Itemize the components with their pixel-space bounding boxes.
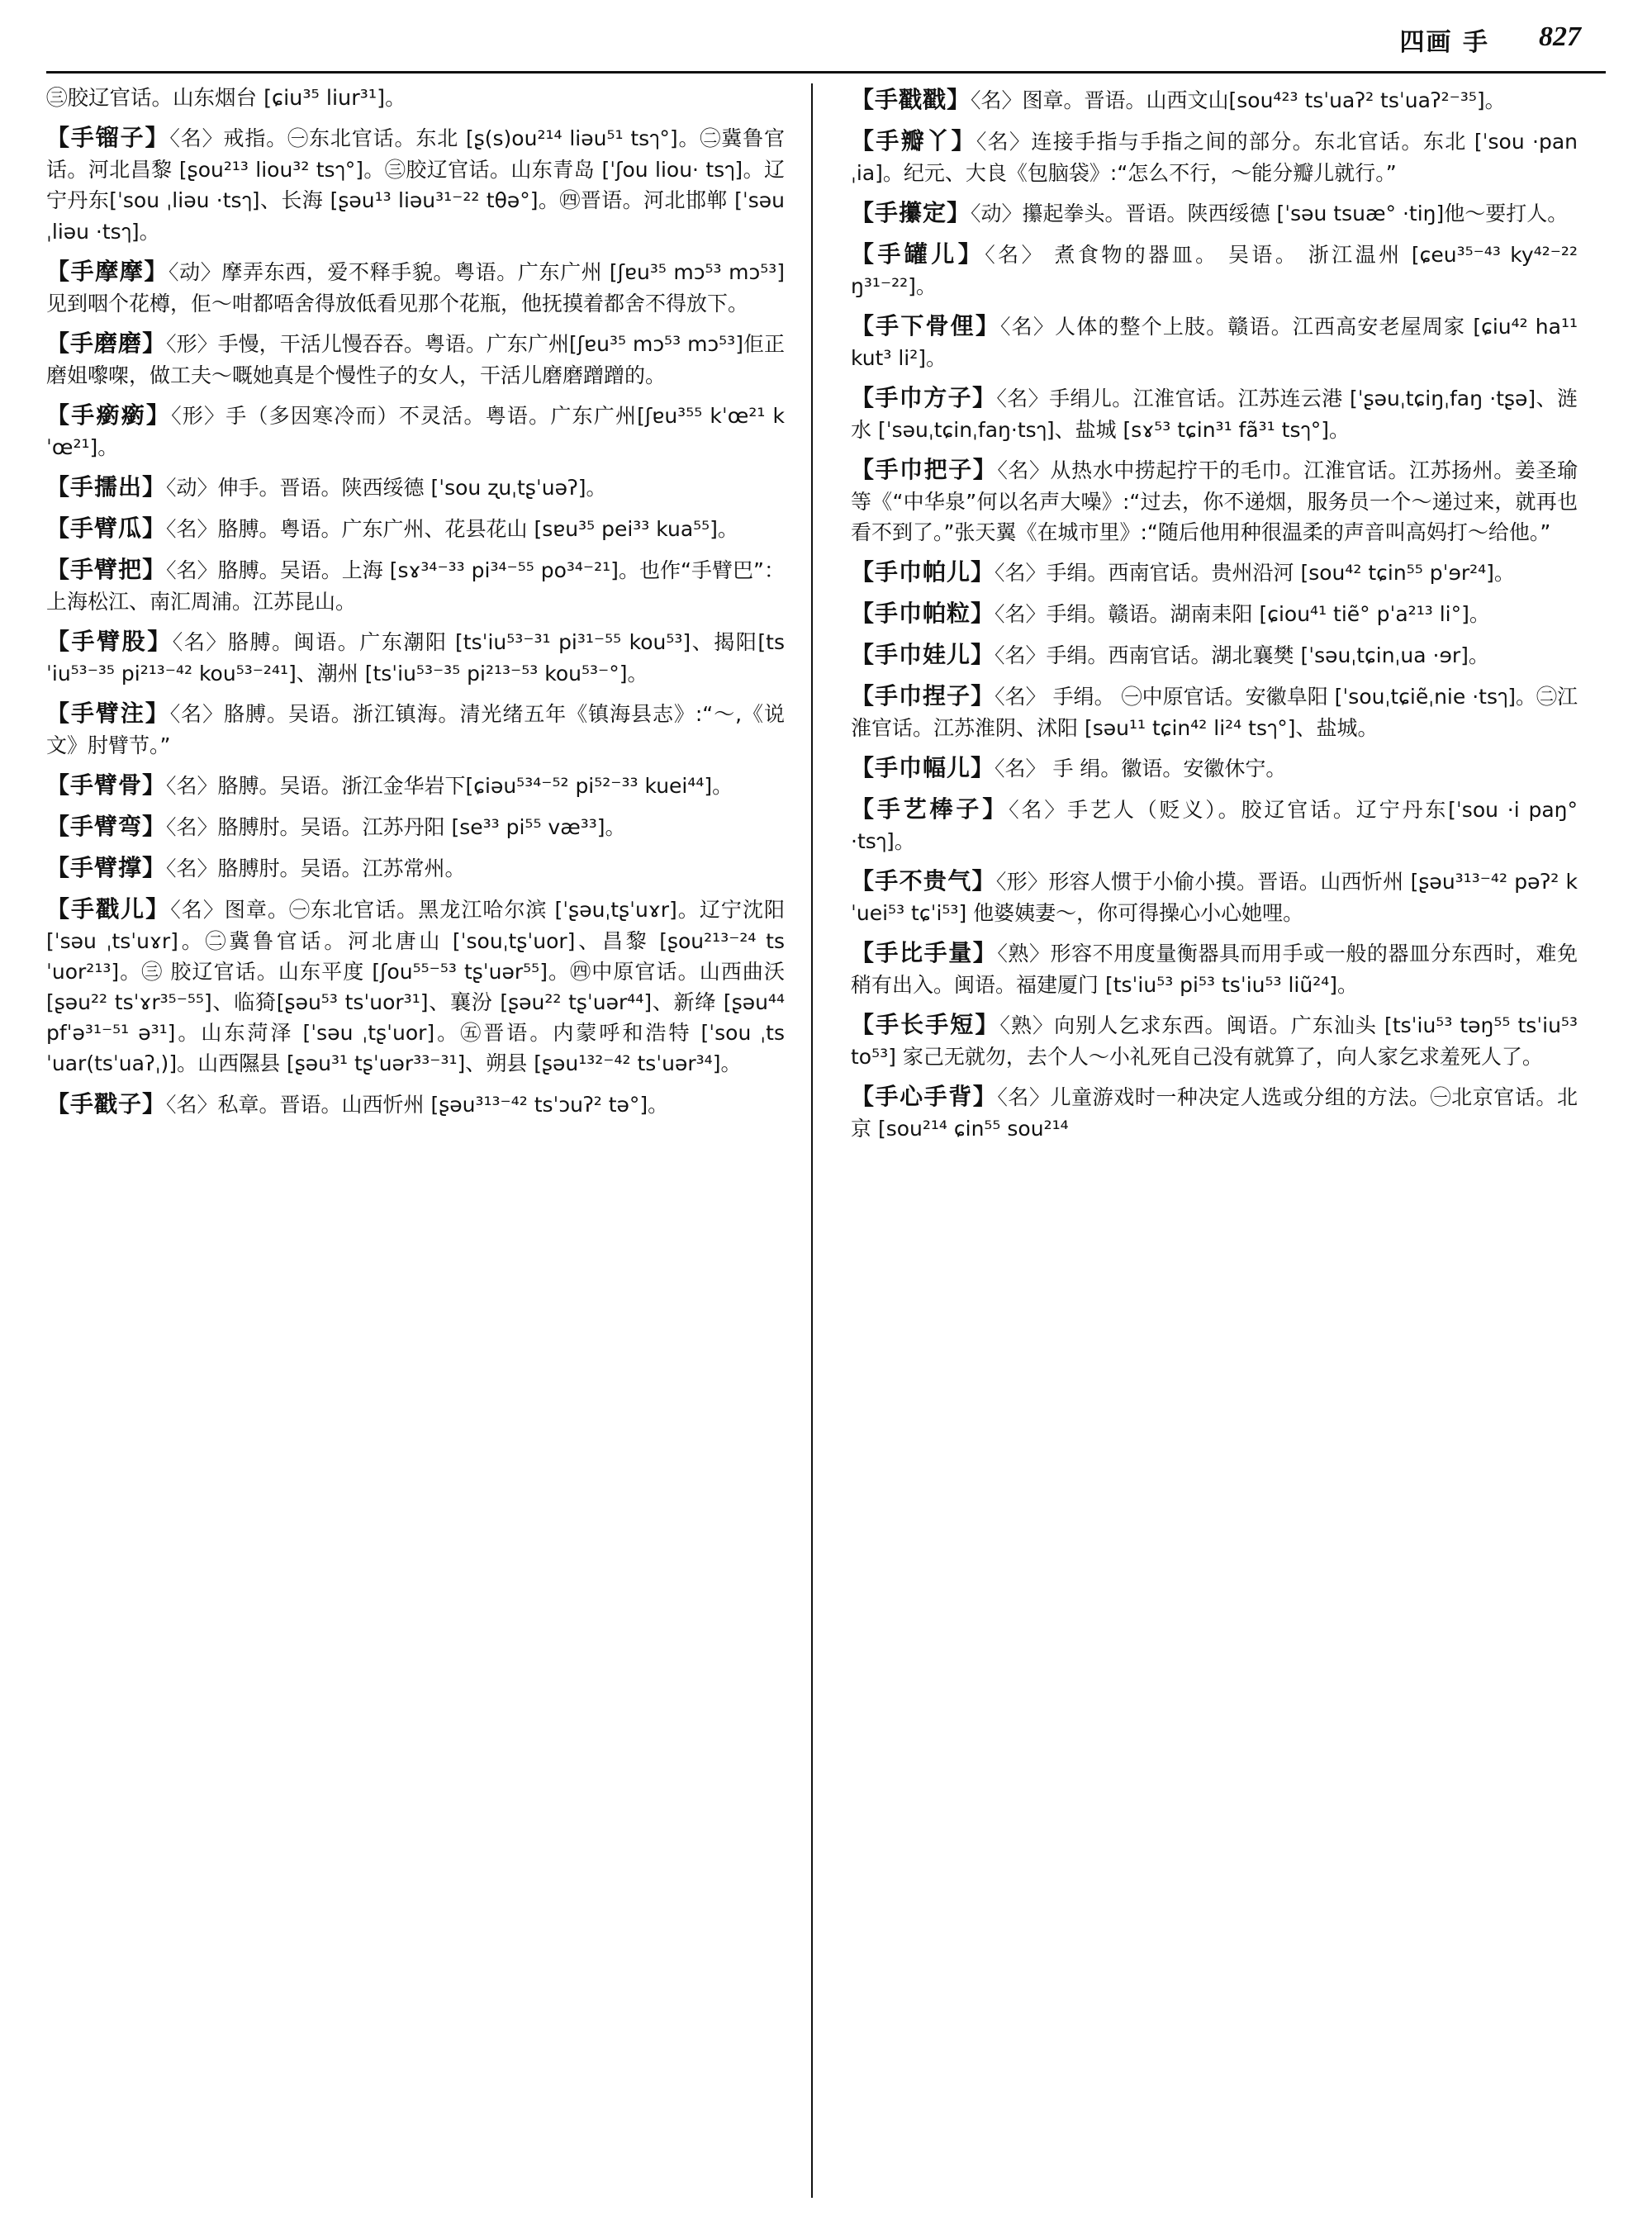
entry-body: 〈名〉胳膊肘。吴语。江苏常州。 [166,856,466,880]
headword: 【手臂股】 [46,627,173,655]
entry-body: 〈名〉胳膊。闽语。广东潮阳 [tsˈiu⁵³⁻³¹ pi³¹⁻⁵⁵ kou⁵³]、揭阳[tsˈiu⁵³⁻³⁵ pi²¹³⁻⁴² kou⁵³⁻²⁴¹]、潮州 [tsˈiu⁵³⁻³⁵ pi²¹³⁻⁵³ kou⁵³⁻°]。 [46,629,785,686]
entry-body: 〈名〉手绢。赣语。湖南耒阳 [ɕiou⁴¹ tiẽ° pˈa²¹³ li°]。 [995,602,1490,627]
entry-shoubishouliang [851,937,1578,1001]
entry-shoubicheng [46,852,785,885]
entry-shouxiaguli [851,310,1578,374]
headword: 【手心手背】 [851,1083,998,1111]
entry-shoubiwan [46,810,785,844]
entry-body: 〈形〉手（多因寒冷而）不灵活。粤语。广东广州[ʃɐu³⁵⁵ kˈœ²¹ kˈœ²¹]。 [46,403,785,459]
headword: 【手巾娃儿】 [851,641,995,669]
headword: 【手下骨俚】 [851,311,1001,339]
entry-shoubigu2 [46,769,785,803]
headword: 【手巾幅儿】 [851,754,995,782]
headword: 【手巾方子】 [851,384,997,412]
entry-body: 〈名〉胳膊。吴语。浙江镇海。清光绪五年《镇海县志》:“～,《说文》肘臂节。” [46,701,785,757]
entry-body: 〈形〉形容人惯于小偷小摸。晋语。山西忻州 [ʂəu³¹³⁻⁴² pəʔ² kˈuei⁵³ tɕˈi⁵³] 他婆姨妻～，你可得操心小心她哩。 [851,870,1578,925]
entry-shoubigu [46,625,785,690]
entry-body: 〈名〉胳膊。吴语。浙江金华岩下[ɕiəu⁵³⁴⁻⁵² pi⁵²⁻³³ kuei⁴⁴]。 [166,774,733,799]
entry-body: 〈名〉图章。晋语。山西文山[sou⁴²³ tsˈuaʔ² tsˈuaʔ²⁻³⁵]。 [971,88,1506,112]
entry-shoujinfuer [851,752,1578,785]
entry-shoubizhu [46,697,785,762]
entry-body: 〈名〉从热水中捞起拧干的毛巾。江淮官话。江苏扬州。姜圣瑜等《“中华泉”何以名声大噪》:“过去，你不递烟，服务员一个～递过来，就再也看不到了。”张天翼《在城市里》:“随后他用种很温柔的声音叫高妈打～给他。” [851,458,1578,545]
headword: 【手巾帕粒】 [851,600,995,628]
entry-body: 〈名〉手绢。西南官话。湖北襄樊 [ˈsəuˌtɕinˌua ·ɘr]。 [995,643,1489,668]
headword: 【手不贵气】 [851,867,996,895]
entry-body: 〈名〉 煮食物的器皿。 吴语。 浙江温州 [ɕeu³⁵⁻⁴³ ky⁴²⁻²² ŋ³¹⁻²²]。 [851,242,1578,298]
left-column [46,83,806,2198]
entry-body: 〈名〉 手 绢。徽语。安徽休宁。 [995,757,1287,781]
headword: 【手臂弯】 [46,812,167,840]
entry-shoujinniezi [851,680,1578,744]
column-divider [811,83,813,2198]
entry-body: 〈名〉儿童游戏时一种决定人选或分组的方法。㊀北京官话。北京 [sou²¹⁴ ɕin⁵⁵ sou²¹⁴ [851,1085,1578,1141]
running-head-text: 四画 手 [1399,28,1489,57]
headword: 【手比手量】 [851,939,998,967]
entry-shoubiba [46,553,785,618]
headword: 【手巾把子】 [851,456,998,484]
entry-body: 〈名〉胳膊。吴语。上海 [sɤ³⁴⁻³³ pi³⁴⁻⁵⁵ po³⁴⁻²¹]。也作“手臂巴”：上海松江、南汇周浦。江苏昆山。 [46,558,785,614]
entry-shoubanya [851,125,1578,189]
entry-body: 〈名〉胳膊。粤语。广东广州、花县花山 [sɐu³⁵ pei³³ kua⁵⁵]。 [166,516,738,541]
headword: 【手臂撑】 [46,853,167,881]
headword: 【手巾帕儿】 [851,558,995,586]
entry-shouyibangzi [851,793,1578,857]
entry-body: 〈名〉戒指。㊀东北官话。东北 [ʂ(s)ou²¹⁴ liəu⁵¹ tsๅ°]。㊁冀鲁官话。河北昌黎 [ʂou²¹³ liou³² tsๅ°]。㊂胶辽官话。山东青岛 [ˈʃou liou· tsๅ]。辽宁丹东[ˈsou ˌliəu ·tsๅ]、长海 [ʂəu¹³ liəu³¹⁻²² tθə°]。㊃晋语。河北邯郸 [ˈsəuˌliəu ·tsๅ]。 [46,126,785,244]
entry-body: 〈形〉手慢，干活儿慢吞吞。粤语。广东广州[ʃɐu³⁵ mɔ⁵³ mɔ⁵³]佢正磨姐嚟㗎，做工夫～嘅她真是个慢性子的女人，干活儿磨磨蹭蹭的。 [46,331,785,387]
entry-body: 〈名〉连接手指与手指之间的部分。东北官话。东北 [ˈsou ·pan ˌia]。纪元、大良《包脑袋》:“怎么不行，～能分瓣儿就行。” [851,129,1578,185]
entry-shouruchu [46,471,785,505]
entry-shouliuzi [46,121,785,248]
headword: 【手臂骨】 [46,771,167,799]
headword: 【手瘹瘹】 [46,401,172,429]
header-rule [46,71,1606,74]
entry-body: 〈名〉胳膊肘。吴语。江苏丹阳 [se³³ pi⁵⁵ væ³³]。 [166,814,626,839]
headword: 【手摩摩】 [46,257,169,285]
entry-shouxinshoubei [851,1080,1578,1145]
entry-body: 〈熟〉向别人乞求东西。闽语。广东汕头 [tsˈiu⁵³ təŋ⁵⁵ tsˈiu⁵³ to⁵³] 家己无就勿，去个人～小礼死自己没有就算了，向人家乞求羞死人了。 [851,1013,1578,1070]
entry-body: 〈名〉手绢儿。江淮官话。江苏连云港 [ˈʂəuˌtɕiŋˌfaŋ ·tʂə]、涟水 [ˈsəuˌtɕinˌfaŋ·tsๅ]、盐城 [sɤ⁵³ tɕin³¹ fã³¹ tsๅ°]。 [851,387,1578,442]
headword: 【手镏子】 [46,124,170,152]
entry-shoujinfangzi [851,382,1578,446]
entry-body: 〈动〉攥起拳头。晋语。陕西绥德 [ˈsəu tsuæ° ·tiŋ]他～要打人。 [971,201,1569,225]
entry-body: 〈动〉摩弄东西，爱不释手貌。粤语。广东广州 [ʃɐu³⁵ mɔ⁵³ mɔ⁵³] 见到咽个花樽，佢～咁都唔舍得放低看见那个花瓶，他抚摸着都舍不得放下。 [46,259,785,316]
headword: 【手臂瓜】 [46,514,167,542]
entry-shoujinwaer [851,638,1578,672]
entry-shouzuanding [851,197,1578,230]
entry-shouchuozi [46,1088,785,1122]
entry-shoumomo [46,255,785,320]
entry-shouchangshouduan [851,1008,1578,1073]
headword: 【手巾捏子】 [851,682,995,710]
headword: 【手戳儿】 [46,894,171,923]
headword: 【手臂注】 [46,699,170,727]
headword: 【手瓣丫】 [851,126,976,154]
headword: 【手磨磨】 [46,329,167,357]
entry-body: 〈动〉伸手。晋语。陕西绥德 [ˈsou ʐuˌtʂˈuəʔ]。 [166,476,607,501]
entry-body: 〈名〉手艺人（贬义）。胶辽官话。辽宁丹东[ˈsou ·i paŋ° ·tsๅ]。 [851,798,1578,853]
headword: 【手长手短】 [851,1011,1000,1039]
headword: 【手臂把】 [46,555,167,583]
entry-shouchuoer [46,893,785,1080]
headword: 【手戳子】 [46,1089,167,1117]
entry-body: 〈名〉图章。㊀东北官话。黑龙江哈尔滨 [ˈʂəuˌtʂˈuɤr]。辽宁沈阳 [ˈsəu ˌtsˈuɤr]。㊁冀鲁官话。河北唐山 [ˈsouˌtʂˈuor]、昌黎 [ʂou²¹³⁻²⁴ tsˈuor²¹³]。㊂ 胶辽官话。山东平度 [ʃou⁵⁵⁻⁵³ tʂˈuər⁵⁵]。㊃中原官话。山西曲沃[ʂəu²² tsˈɤr³⁵⁻⁵⁵]、临猗[ʂəu⁵³ tsˈuor³¹]、襄汾 [ʂəu²² tʂˈuər⁴⁴]、新绛 [ʂəu⁴⁴ pfˈə³¹⁻⁵¹ ə³¹]。山东菏泽 [ˈsəu ˌtʂˈuor]。㊄晋语。内蒙呼和浩特 [ˈsou ˌtsˈuar(tsˈuaʔˌ)]。山西隰县 [ʂəu³¹ tʂˈuər³³⁻³¹]、朔县 [ʂəu¹³²⁻⁴² tsˈuər³⁴]。 [46,897,785,1076]
right-column [818,83,1578,2198]
entry-shoujinbazi [851,453,1578,548]
entry-shouguaner [851,238,1578,302]
entry-body: 〈名〉手绢。西南官话。贵州沿河 [sou⁴² tɕin⁵⁵ pˈɘr²⁴]。 [995,561,1515,586]
entry-shouwenwen [46,399,785,463]
entry-shoujinpaer [851,556,1578,590]
entry-shoubigua [46,512,785,546]
entry-body: 〈名〉人体的整个上肢。赣语。江西高安老屋周家 [ɕiu⁴² ha¹¹ kut³ li²]。 [851,314,1578,370]
entry-shoumomo2 [46,327,785,391]
entry-shoujinpali [851,597,1578,631]
entry-body: 〈名〉 手绢。 ㊀中原官话。安徽阜阳 [ˈsouˌtɕiẽˌnie ·tsๅ]。㊁江淮官话。江苏淮阴、沭阳 [səu¹¹ tɕin⁴² li²⁴ tsๅ°]、盐城。 [851,685,1578,740]
headword: 【手攥定】 [851,198,971,226]
entry-continuation-shouliuzi-top: ㊂胶辽官话。山东烟台 [ɕiu³⁵ liur³¹]。 [46,86,406,111]
entry-shoubuguiqi [851,865,1578,929]
headword: 【手戳戳】 [851,86,971,113]
headword: 【手艺棒子】 [851,795,1009,823]
entry-body: 〈名〉私章。晋语。山西忻州 [ʂəu³¹³⁻⁴² tsˈɔuʔ² tə°]。 [166,1092,669,1117]
entry-body: 〈熟〉形容不用度量衡器具而用手或一般的器皿分东西时，难免稍有出入。闽语。福建厦门 [tsˈiu⁵³ pi⁵³ tsˈiu⁵³ liũ²⁴]。 [851,942,1578,998]
headword: 【手擩出】 [46,473,167,501]
headword: 【手罐儿】 [851,240,985,268]
two-column-body [46,83,1606,2198]
page-number: 827 [1539,21,1581,52]
entry-shouchuochuo [851,83,1578,117]
running-head [46,21,1606,66]
